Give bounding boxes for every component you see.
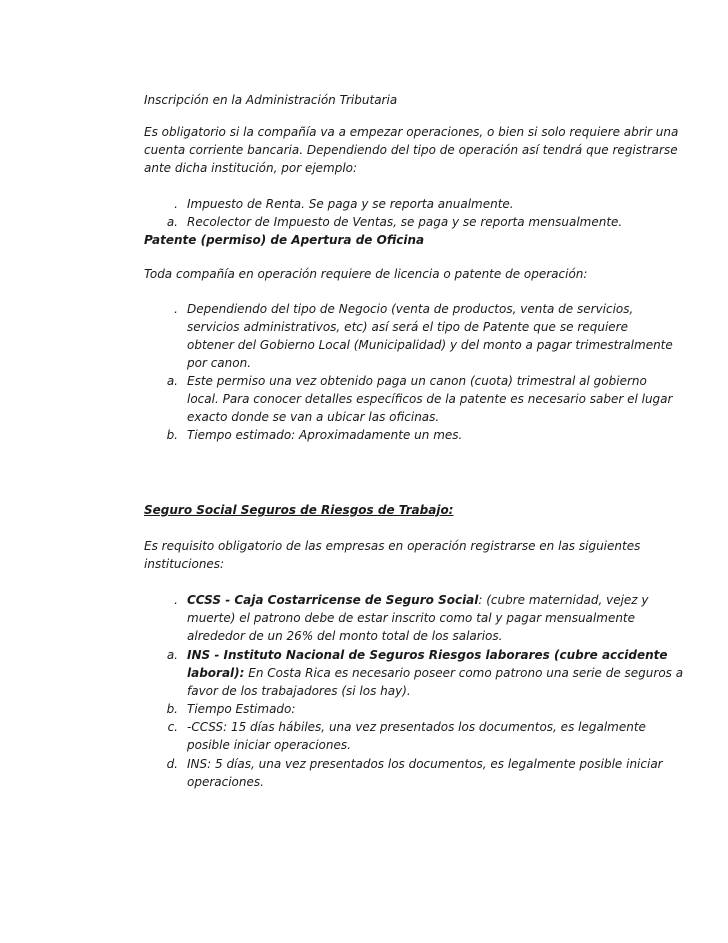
list-item-line — [187, 664, 684, 682]
list-item-line — [187, 591, 649, 609]
list-item-line: posible iniciar operaciones. — [187, 738, 351, 752]
paragraph-line: ante dicha institución, por ejemplo: — [144, 161, 358, 175]
paragraph-line: instituciones: — [144, 557, 225, 571]
list-item: Recolector de Impuesto de Ventas, se paga y se reporta mensualmente. — [187, 215, 623, 229]
list-item-line: Tiempo Estimado: — [187, 702, 296, 716]
list-item-line: favor de los trabajadores (si los hay). — [187, 684, 411, 698]
list-marker: a. — [166, 374, 178, 388]
list-item-line: Este permiso una vez obtenido paga un canon (cuota) trimestral al gobierno — [187, 374, 647, 388]
paragraph-line: cuenta corriente bancaria. Dependiendo del tipo de operación así tendrá que registrarse — [144, 143, 678, 157]
ins-title: INS - Instituto Nacional de Seguros Riesgos laborares (cubre accidente — [187, 648, 668, 662]
list-marker: . — [174, 593, 178, 607]
paragraph-line: Es requisito obligatorio de las empresas en operación registrarse en las siguientes — [144, 539, 641, 553]
list-item-line: INS: 5 días, una vez presentados los documentos, es legalmente posible iniciar — [187, 757, 663, 771]
list-marker: c. — [167, 720, 178, 734]
section-heading-patente: Patente (permiso) de Apertura de Oficina — [144, 233, 425, 247]
ins-desc: En Costa Rica es necesario poseer como patrono una serie de seguros a — [244, 666, 684, 680]
list-marker: a. — [166, 215, 178, 229]
paragraph-line: Es obligatorio si la compañía va a empezar operaciones, o bien si solo requiere abrir una — [144, 125, 679, 139]
list-item-line: local. Para conocer detalles específicos de la patente es necesario saber el lugar — [187, 392, 673, 406]
list-marker: a. — [166, 648, 178, 662]
ccss-desc: : (cubre maternidad, vejez y — [478, 593, 649, 607]
section-heading-tributaria: Inscripción en la Administración Tributaria — [144, 93, 398, 107]
list-item-line: alrededor de un 26% del monto total de los salarios. — [187, 629, 503, 643]
list-item-line: Tiempo estimado: Aproximadamente un mes. — [187, 428, 463, 442]
list-item-line: servicios administrativos, etc) así será el tipo de Patente que se requiere — [187, 320, 628, 334]
ccss-title: CCSS - Caja Costarricense de Seguro Social — [187, 593, 479, 607]
paragraph-line: Toda compañía en operación requiere de licencia o patente de operación: — [144, 267, 588, 281]
list-item-line: exacto donde se van a ubicar las oficinas. — [187, 410, 440, 424]
list-item: Impuesto de Renta. Se paga y se reporta anualmente. — [187, 197, 514, 211]
list-marker: b. — [166, 702, 178, 716]
list-item-line: Dependiendo del tipo de Negocio (venta de productos, venta de servicios, — [187, 302, 634, 316]
list-item-line: muerte) el patrono debe de estar inscrito como tal y pagar mensualmente — [187, 611, 636, 625]
list-item-line: operaciones. — [187, 775, 264, 789]
list-marker: d. — [166, 757, 178, 771]
list-item-line: por canon. — [187, 356, 252, 370]
list-item-line: obtener del Gobierno Local (Municipalidad) y del monto a pagar trimestralmente — [187, 338, 673, 352]
list-marker: b. — [166, 428, 178, 442]
list-marker: . — [174, 302, 178, 316]
list-item-line: -CCSS: 15 días hábiles, una vez presentados los documentos, es legalmente — [187, 720, 646, 734]
list-marker: . — [174, 197, 178, 211]
section-heading-seguro-social: Seguro Social Seguros de Riesgos de Trabajo: — [144, 503, 454, 517]
ins-title-cont: laboral): — [187, 666, 245, 680]
